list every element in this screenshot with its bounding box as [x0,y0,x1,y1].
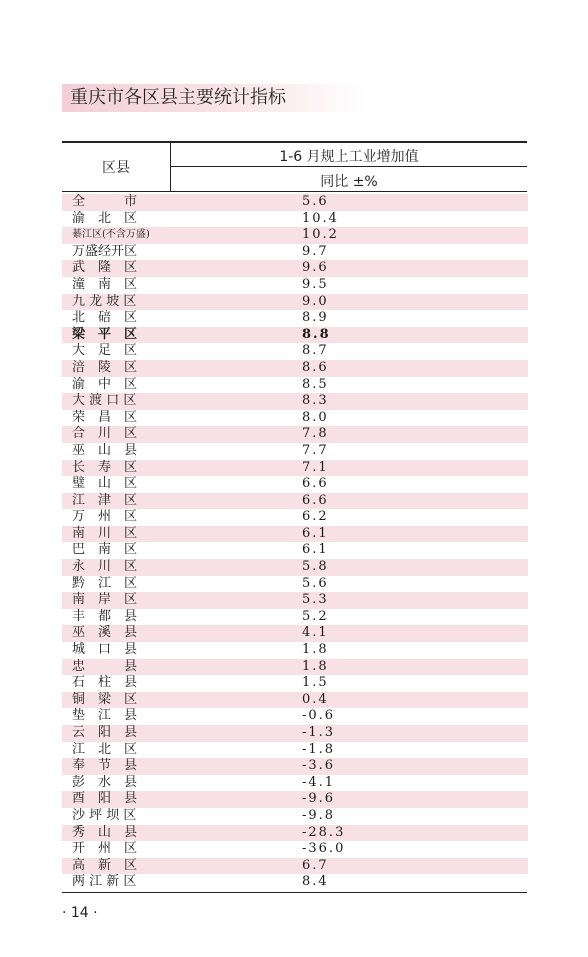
table-row [62,493,528,510]
district-name: 璧 山 区 [72,476,138,492]
district-name: 两 江 新 区 [72,874,137,890]
table-row [62,327,528,344]
district-name: 江 北 区 [72,741,138,757]
district-name: 彭 水 县 [72,774,138,790]
growth-value: 5.2 [302,608,329,624]
district-name: 秀 山 县 [72,824,138,840]
table-row [62,211,528,228]
district-name: 垫 江 县 [72,708,138,724]
district-name: 城 口 县 [72,642,138,658]
district-name: 万 州 区 [72,509,138,525]
table-row [62,742,528,759]
table-row [62,725,528,742]
growth-value: 7.1 [302,459,329,475]
table-row [62,294,528,311]
growth-value: 6.6 [302,476,329,492]
header-bottom-rule [62,191,527,192]
district-name: 高 新 区 [72,857,138,873]
district-name: 巫 山 县 [72,442,138,458]
growth-value: 8.0 [302,409,329,425]
growth-value: 6.6 [302,492,329,508]
table-row [62,194,528,211]
district-name: 梁 平 区 [72,326,138,342]
table-row [62,393,528,410]
district-name: 铜 梁 区 [72,691,138,707]
page-title: 重庆市各区县主要统计指标 [70,87,286,108]
district-name: 丰 都 县 [72,608,138,624]
district-name: 巴 南 区 [72,542,138,558]
growth-value: -36.0 [302,841,346,857]
growth-value: -28.3 [302,824,346,840]
growth-value: 9.5 [302,276,329,292]
growth-value: 8.6 [302,359,329,375]
table-row [62,874,528,891]
table-row [62,343,528,360]
table-row [62,277,528,294]
district-name: 酉 阳 县 [72,791,138,807]
growth-value: 5.6 [302,575,329,591]
growth-value: -9.6 [302,791,336,807]
growth-value: 8.5 [302,376,329,392]
table-row [62,426,528,443]
table-row [62,609,528,626]
district-name: 云 阳 县 [72,725,138,740]
growth-value: 6.2 [302,509,329,525]
district-name: 合 川 区 [72,426,138,442]
table-row [62,476,528,493]
growth-value: 8.8 [302,326,331,342]
district-name: 渝 北 区 [72,210,138,226]
district-name: 涪 陵 区 [72,359,138,375]
growth-value: 5.3 [302,592,329,608]
district-name: 大 渡 口 区 [72,393,137,409]
table-row [62,825,528,842]
district-name: 长 寿 区 [72,459,138,475]
table-row [62,576,528,593]
table-row [62,260,528,277]
table-row [62,460,528,477]
table-row [62,559,528,576]
district-name: 忠 县 [72,658,138,674]
growth-value: 4.1 [302,625,329,641]
title-banner [62,84,366,112]
table-row [62,360,528,377]
table-top-rule [62,141,527,143]
district-name: 渝 中 区 [72,376,138,392]
district-name: 綦江区(不含万盛) [72,229,150,241]
district-name: 永 川 区 [72,559,138,575]
growth-value: 10.2 [302,227,339,243]
header-unit: 同比 ±% [320,174,378,190]
table-row [62,858,528,875]
growth-value: -3.6 [302,758,336,774]
table-row [62,377,528,394]
table-row [62,526,528,543]
district-name: 南 岸 区 [72,592,138,608]
growth-value: 1.5 [302,675,329,691]
growth-value: 8.3 [302,393,329,409]
growth-value: 1.8 [302,642,329,658]
district-name: 黔 江 区 [72,575,138,591]
growth-value: 6.7 [302,857,329,873]
district-name: 南 川 区 [72,525,138,541]
table-row [62,509,528,526]
growth-value: 8.7 [302,343,329,359]
table-row [62,310,528,327]
growth-value: 8.9 [302,310,329,326]
table-row [62,542,528,559]
district-name: 潼 南 区 [72,276,138,292]
growth-value: 6.1 [302,525,329,541]
district-name: 万盛经开区 [72,243,138,259]
district-name: 北 碚 区 [72,310,138,326]
table-row [62,592,528,609]
growth-value: -9.8 [302,807,336,823]
growth-value: -1.3 [302,725,336,740]
table-row [62,625,528,642]
growth-value: 1.8 [302,658,329,674]
table-row [62,791,528,808]
table-row [62,692,528,709]
table-row [62,659,528,676]
growth-value: 9.7 [302,243,329,259]
table-row [62,642,528,659]
table-row [62,227,528,244]
page-number: · 14 · [62,905,98,921]
header-district: 区县 [102,160,130,176]
growth-value: 5.8 [302,559,329,575]
table-bottom-rule [62,892,527,893]
table-row [62,443,528,460]
table-row [62,808,528,825]
growth-value: 9.6 [302,260,329,276]
growth-value: 10.4 [302,210,339,226]
growth-value: 5.6 [302,194,329,209]
table-row [62,758,528,775]
growth-value: 6.1 [302,542,329,558]
growth-value: 8.4 [302,874,329,890]
growth-value: 7.8 [302,426,329,442]
data-table-body [62,194,528,891]
district-name: 沙 坪 坝 区 [72,807,137,823]
table-row [62,244,528,261]
district-name: 奉 节 县 [72,758,138,774]
district-name: 荣 昌 区 [72,409,138,425]
district-name: 大 足 区 [72,343,138,359]
header-indicator: 1-6 月规上工业增加值 [279,149,419,165]
district-name: 巫 溪 县 [72,625,138,641]
header-middle-rule [170,166,527,167]
district-name: 武 隆 区 [72,260,138,276]
growth-value: -4.1 [302,774,336,790]
district-name: 九 龙 坡 区 [72,293,137,309]
table-row [62,410,528,427]
growth-value: -0.6 [302,708,336,724]
district-name: 开 州 区 [72,841,138,857]
district-name: 全 市 [72,194,138,209]
growth-value: 0.4 [302,691,329,707]
growth-value: -1.8 [302,741,336,757]
district-name: 江 津 区 [72,492,138,508]
table-row [62,775,528,792]
growth-value: 7.7 [302,442,329,458]
table-row [62,841,528,858]
table-row [62,708,528,725]
table-row [62,675,528,692]
growth-value: 9.0 [302,293,329,309]
district-name: 石 柱 县 [72,675,138,691]
